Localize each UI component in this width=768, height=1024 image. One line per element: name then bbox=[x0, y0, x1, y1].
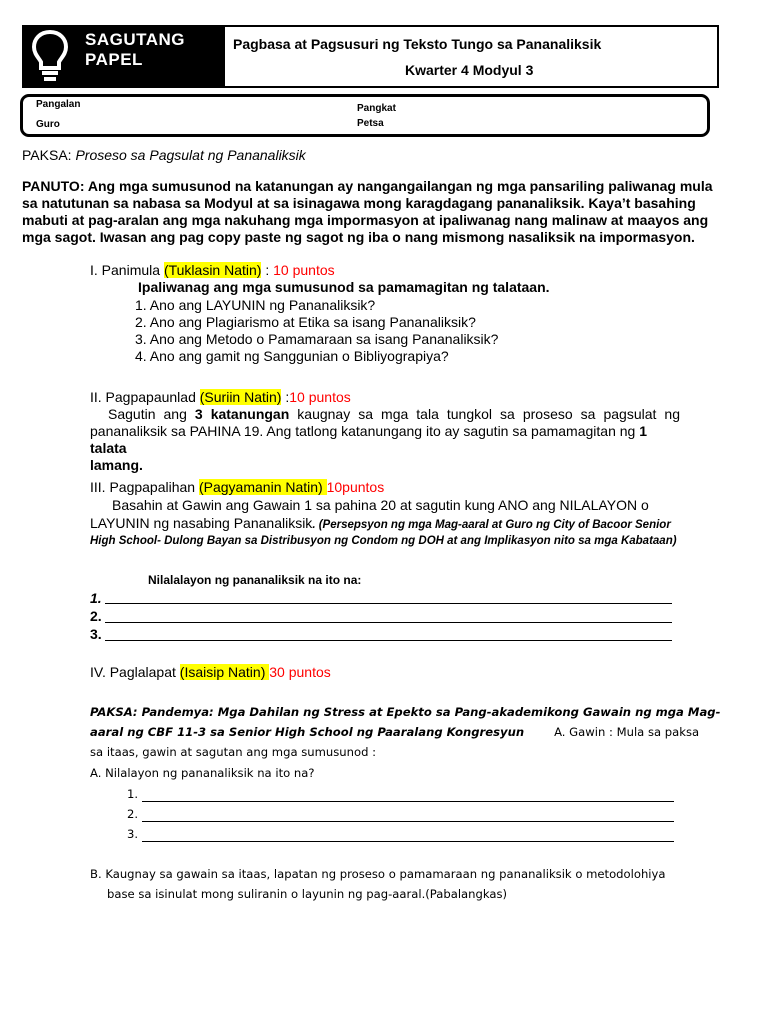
quarter-module: Kwarter 4 Modyul 3 bbox=[405, 62, 534, 78]
section-1-prefix: I. Panimula bbox=[90, 262, 164, 278]
section-1-sep: : bbox=[261, 262, 274, 278]
section-2-sep: : bbox=[281, 389, 290, 405]
badge-title bbox=[85, 30, 185, 70]
section-4-topic bbox=[90, 725, 699, 739]
topic-label: PAKSA: bbox=[22, 147, 72, 163]
subject-title: Pagbasa at Pagsusuri ng Teksto Tungo sa Pananaliksik bbox=[233, 36, 602, 52]
name-label: Pangalan bbox=[36, 99, 81, 110]
section-1-directive: Ipaliwanag ang mga sumusunod sa pamamagitan ng talataan. bbox=[138, 279, 550, 295]
student-info-box bbox=[20, 94, 710, 137]
lightbulb-icon bbox=[30, 28, 70, 84]
section-3-line: Basahin at Gawin ang Gawain 1 sa pahina 20 at sagutin kung ANO ang NILALAYON o bbox=[112, 497, 649, 513]
answer-number: 1. bbox=[90, 590, 102, 606]
answer-line-3[interactable] bbox=[105, 640, 672, 641]
instructions-line: sa natutunan sa nabasa sa Modyul at sa isinagawa mong karagdagang pananaliksik. Kaya’t basahing bbox=[22, 195, 696, 211]
topic-title: Proseso sa Pagsulat ng Pananaliksik bbox=[75, 147, 306, 163]
text-span: pananaliksik sa PAHINA 19. Ang tatlong katanungang ito ay sagutin sa pamamagitan ng bbox=[90, 423, 640, 439]
instructions-line: mga sagot. Iwasan ang pag copy paste ng sagot ng iba o nang mismong nasaliksik na impormasyon. bbox=[22, 229, 695, 245]
text-span: LAYUNIN ng nasabing Pananaliksik bbox=[90, 515, 313, 531]
badge-title-line-2: PAPEL bbox=[85, 50, 143, 69]
date-label: Petsa bbox=[357, 118, 384, 129]
section-4-b-line: B. Kaugnay sa gawain sa itaas, lapatan ng proseso o pamamaraan ng pananaliksik o metodolohiya bbox=[90, 867, 666, 881]
answer-number: 3. bbox=[90, 626, 102, 642]
section-4-tag: (Isaisip Natin) bbox=[179, 664, 270, 680]
instructions-line: PANUTO: Ang mga sumusunod na katanungan ay nangangailangan ng mga pansariling paliwanag mula bbox=[22, 178, 713, 194]
section-4-b-line: base sa isinulat mong suliranin o layunin ng pag-aaral.(Pabalangkas) bbox=[107, 887, 508, 901]
question-item: 3. Ano ang Metodo o Pamamaraan sa isang Pananaliksik? bbox=[135, 331, 499, 347]
section-4-topic: PAKSA: Pandemya: Mga Dahilan ng Stress at Epekto sa Pang-akademikong Gawain ng mga Mag- bbox=[90, 705, 721, 719]
section-2-line bbox=[90, 406, 680, 423]
section-1-points: 10 puntos bbox=[273, 262, 335, 278]
section-3-line bbox=[90, 515, 671, 534]
section-1-heading bbox=[90, 262, 335, 279]
answer-line-1[interactable] bbox=[105, 603, 672, 604]
section-2-points: 10 puntos bbox=[289, 389, 351, 405]
text-span: . (Persepsyon ng mga Mag-aaral at Guro ng City of Bacoor Senior bbox=[312, 519, 671, 531]
text-span: kaugnay sa mga tala tungkol sa proseso sa pagsulat ng bbox=[289, 406, 680, 422]
question-item: 1. Ano ang LAYUNIN ng Pananaliksik? bbox=[135, 297, 376, 313]
section-4-line: sa itaas, gawin at sagutan ang mga sumusunod : bbox=[90, 745, 377, 759]
badge-title-line-1: SAGUTANG bbox=[85, 30, 186, 49]
section-3-prefix: III. Pagpapalihan bbox=[90, 479, 199, 495]
answer-line-a2[interactable] bbox=[142, 821, 674, 822]
answer-line-a3[interactable] bbox=[142, 841, 674, 842]
section-3-prompt: Nilalalayon ng pananaliksik na ito na: bbox=[148, 573, 362, 587]
section-label: Pangkat bbox=[357, 103, 396, 114]
section-2-heading bbox=[90, 389, 351, 406]
section-1-tag: (Tuklasin Natin) bbox=[163, 262, 262, 278]
text-span: 3 katanungan bbox=[194, 406, 290, 422]
answer-number: 2. bbox=[127, 807, 139, 821]
section-2-line bbox=[90, 423, 680, 457]
section-3-points: 10puntos bbox=[326, 479, 385, 495]
text-span: 1 talata bbox=[90, 423, 648, 456]
section-3-tag: (Pagyamanin Natin) bbox=[198, 479, 327, 495]
section-2-line: lamang. bbox=[90, 457, 143, 473]
topic-line bbox=[22, 147, 306, 164]
section-2-tag: (Suriin Natin) bbox=[199, 389, 282, 405]
question-item: 2. Ano ang Plagiarismo at Etika sa isang Pananaliksik? bbox=[135, 314, 476, 330]
answer-number: 1. bbox=[127, 787, 139, 801]
answer-number: 3. bbox=[127, 827, 139, 841]
section-3-line: High School- Dulong Bayan sa Distribusyon ng Condom ng DOH at ang Implikasyon nito sa mga Kabataan) bbox=[90, 535, 677, 547]
text-span: aaral ng CBF 11-3 sa Senior High School ng Paaralang Kongresyun bbox=[90, 725, 525, 739]
teacher-label: Guro bbox=[36, 119, 60, 130]
section-2-prefix: II. Pagpapaunlad bbox=[90, 389, 200, 405]
question-item: 4. Ano ang gamit ng Sanggunian o Bibliyograpiya? bbox=[135, 348, 449, 364]
section-4-prefix: IV. Paglalapat bbox=[90, 664, 180, 680]
text-span: Sagutin ang bbox=[108, 406, 195, 422]
instructions bbox=[22, 178, 713, 246]
section-2-body bbox=[90, 406, 680, 474]
answer-line-a1[interactable] bbox=[142, 801, 674, 802]
section-4-heading bbox=[90, 664, 331, 681]
section-4-points: 30 puntos bbox=[269, 664, 331, 680]
answer-number: 2. bbox=[90, 608, 102, 624]
section-1-questions bbox=[135, 297, 498, 365]
section-3-heading bbox=[90, 479, 384, 496]
instructions-line: mabuti at pag-aralan ang mga nakuhang mga impormasyon at ipaliwanag nang malinaw at maayos ang bbox=[22, 212, 709, 228]
text-span: A. Gawin : Mula sa paksa bbox=[554, 725, 700, 739]
answer-line-2[interactable] bbox=[105, 622, 672, 623]
section-4-a-label: A. Nilalayon ng pananaliksik na ito na? bbox=[90, 766, 315, 780]
